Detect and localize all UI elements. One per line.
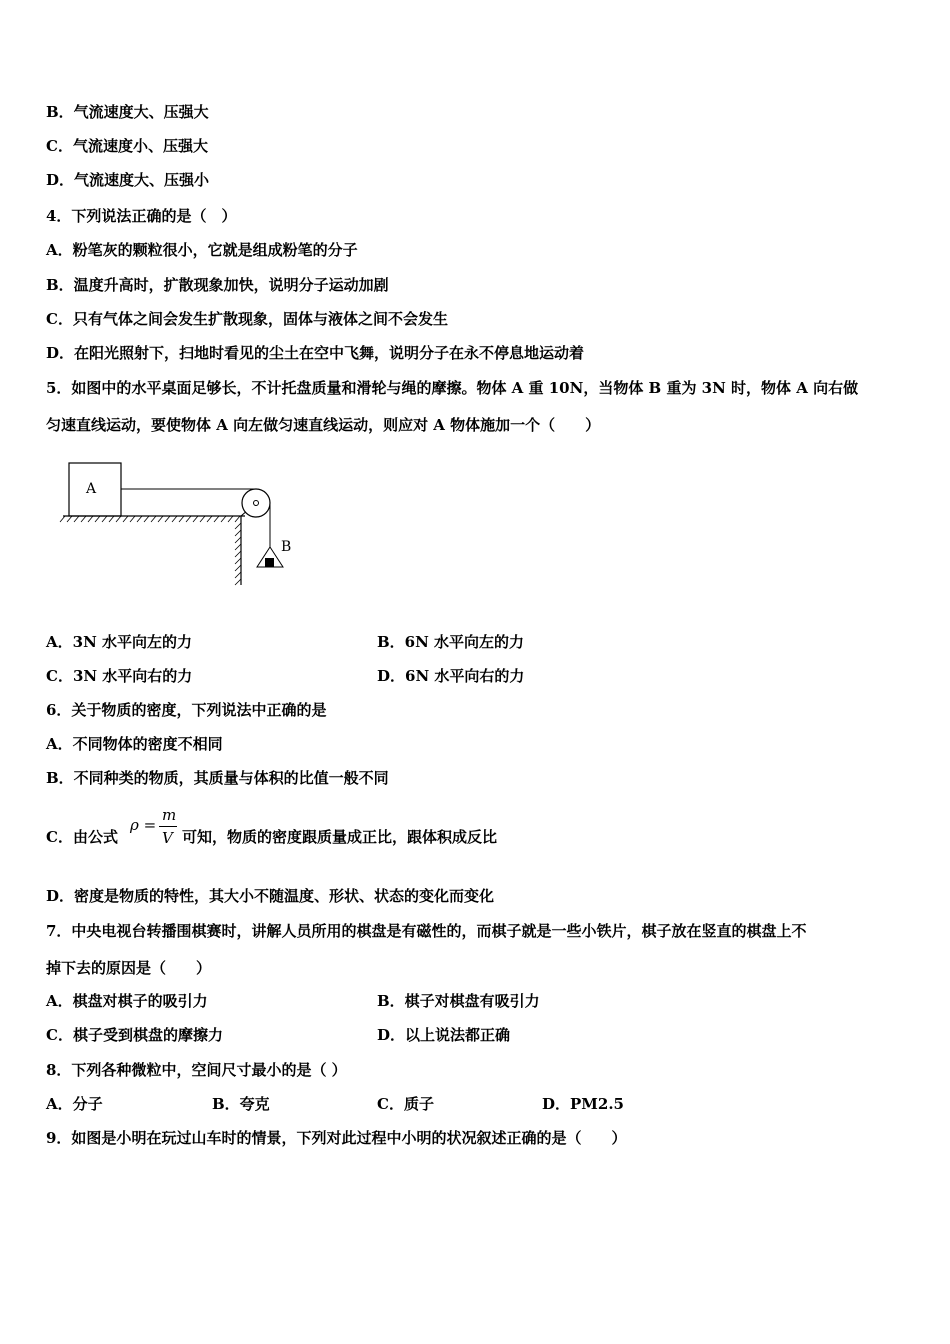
density-formula-v: V: [162, 829, 173, 847]
q6-option-b: B．不同种类的物质，其质量与体积的比值一般不同: [46, 769, 389, 787]
q4-option-b: B．温度升高时，扩散现象加快，说明分子运动加剧: [46, 276, 389, 294]
density-formula-m: m: [162, 806, 177, 824]
q7-option-a: A．棋盘对棋子的吸引力: [46, 992, 208, 1010]
q8-option-c: C．质子: [377, 1095, 434, 1113]
q4-option-a: A．粉笔灰的颗粒很小，它就是组成粉笔的分子: [46, 241, 358, 259]
q7-option-b: B．棋子对棋盘有吸引力: [377, 992, 540, 1010]
q7-stem-line2: 掉下去的原因是（ ）: [46, 959, 212, 977]
q8-option-b: B．夸克: [212, 1095, 270, 1113]
q6-option-d: D．密度是物质的特性，其大小不随温度、形状、状态的变化而变化: [46, 887, 495, 905]
q6-option-c-prefix: C．由公式: [46, 828, 118, 846]
q6-stem: 6．关于物质的密度，下列说法中正确的是: [46, 701, 327, 719]
tray-b: [257, 547, 283, 567]
q3-option-c: C．气流速度小、压强大: [46, 137, 208, 155]
q3-option-d: D．气流速度大、压强小: [46, 171, 210, 189]
q8-option-a: A．分子: [46, 1095, 103, 1113]
q4-option-c: C．只有气体之间会发生扩散现象，固体与液体之间不会发生: [46, 310, 448, 328]
q6-option-a: A．不同物体的密度不相同: [46, 735, 223, 753]
q4-stem: 4．下列说法正确的是（ ）: [46, 207, 237, 225]
density-formula-rho: ρ =: [130, 816, 157, 834]
q5-option-a: A．3N 水平向左的力: [46, 633, 193, 651]
q5-option-d: D．6N 水平向右的力: [377, 667, 525, 685]
q5-stem-line2: 匀速直线运动，要使物体 A 向左做匀速直线运动，则应对 A 物体施加一个（ ）: [46, 416, 601, 434]
block-a-label: A: [86, 481, 97, 497]
q8-stem: 8．下列各种微粒中，空间尺寸最小的是（ ）: [46, 1061, 347, 1079]
q8-option-d: D．PM2.5: [542, 1095, 624, 1113]
q5-stem-line1: 5．如图中的水平桌面足够长，不计托盘质量和滑轮与绳的摩擦。物体 A 重 10N，当物体 B 重为 3N 时，物体 A 向右做: [46, 379, 859, 397]
tray-b-label: B: [281, 539, 292, 555]
q5-option-c: C．3N 水平向右的力: [46, 667, 193, 685]
q5-option-b: B．6N 水平向左的力: [377, 633, 525, 651]
q9-stem: 9．如图是小明在玩过山车时的情景，下列对此过程中小明的状况叙述正确的是（ ）: [46, 1129, 627, 1147]
q7-option-d: D．以上说法都正确: [377, 1026, 511, 1044]
q4-option-d: D．在阳光照射下，扫地时看见的尘土在空中飞舞，说明分子在永不停息地运动着: [46, 344, 585, 362]
q3-option-b: B．气流速度大、压强大: [46, 103, 209, 121]
wall-hatching: [235, 523, 241, 585]
q7-stem-line1: 7．中央电视台转播围棋赛时，讲解人员所用的棋盘是有磁性的，而棋子就是一些小铁片，棋子放在竖直的棋盘上不: [46, 922, 807, 940]
pulley-diagram: [55, 455, 305, 595]
q6-option-c-suffix: 可知，物质的密度跟质量成正比，跟体积成反比: [182, 828, 498, 846]
q7-option-c: C．棋子受到棋盘的摩擦力: [46, 1026, 223, 1044]
table-hatching: [60, 516, 240, 522]
density-formula-bar: [159, 826, 177, 827]
pulley: [241, 489, 270, 517]
